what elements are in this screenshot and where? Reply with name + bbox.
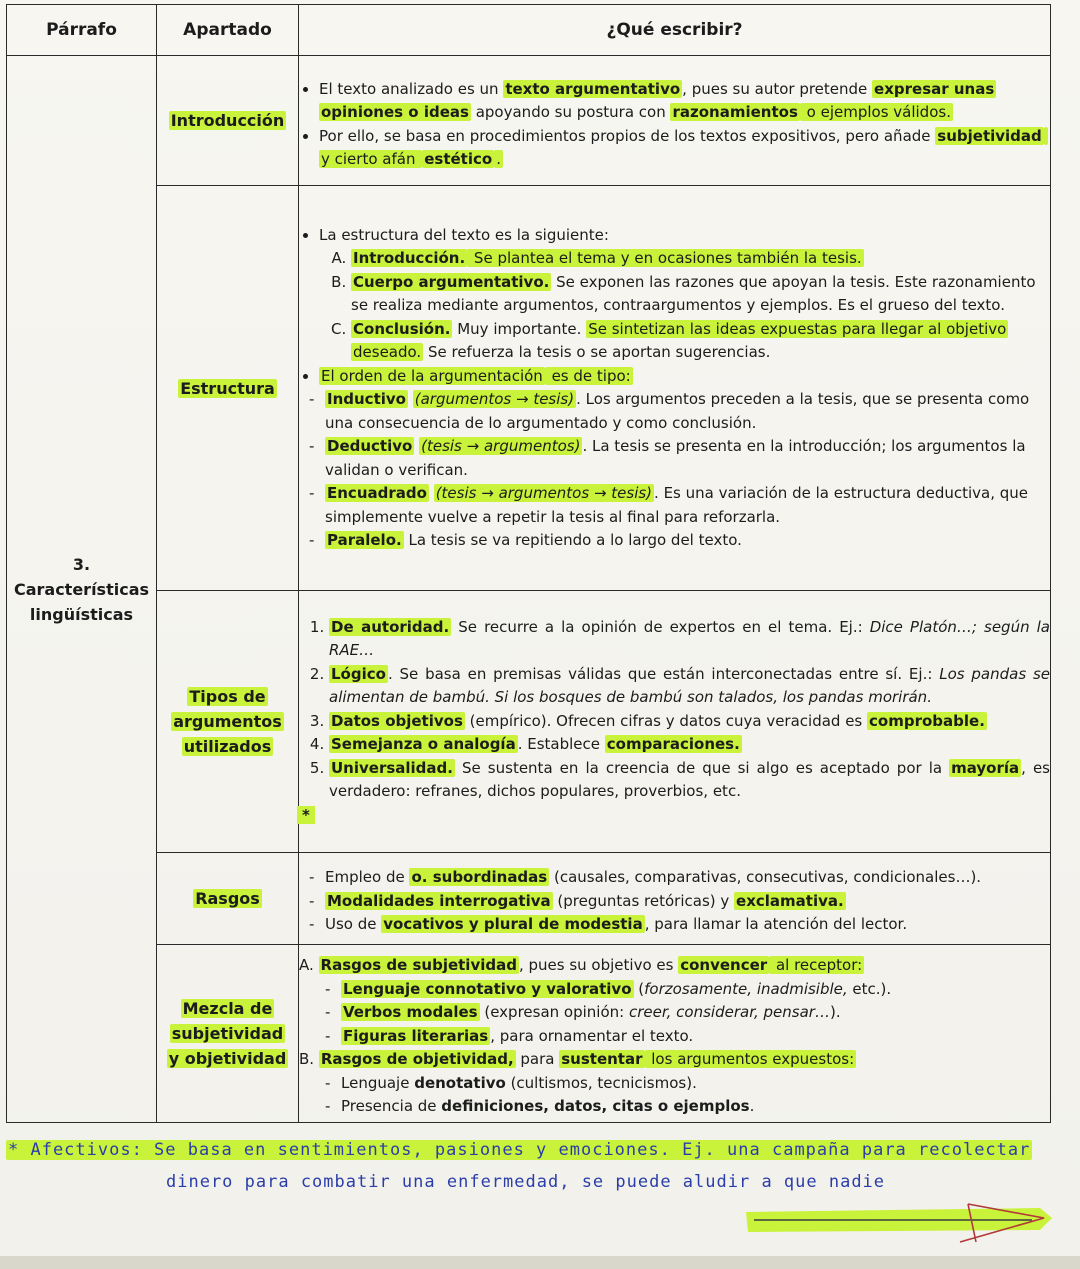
- subjetividad-list: [299, 978, 1050, 1049]
- content-mezcla: [299, 945, 1051, 1123]
- handwritten-note: [6, 1134, 1076, 1198]
- estructura-parts: [299, 247, 1050, 365]
- estructura-part-a: A. Introducción. Se plantea el tema y en ocasiones también la tesis.: [351, 247, 1050, 271]
- header-que-escribir: ¿Qué escribir?: [299, 5, 1051, 56]
- label-tipos-argumentos: Tipos de argumentos utilizados: [157, 591, 299, 853]
- rasgo-vocativos: - Uso de vocativos y plural de modestia , para llamar la atención del lector.: [325, 913, 1050, 937]
- orden-type-deductivo: - Deductivo (tesis → argumentos) . La tesis se presenta en la introducción; los argumentos la validan o verifican.: [325, 435, 1050, 482]
- rasgos-list: [299, 866, 1050, 937]
- paragraph-cell: [7, 56, 157, 1123]
- subjetividad-item-1: - Lenguaje connotativo y valorativo (forzosamente, inadmisible, etc.).: [341, 978, 1050, 1002]
- row-rasgos: [7, 853, 1051, 945]
- structure-table: [6, 4, 1051, 1123]
- subjetividad-item-2: - Verbos modales (expresan opinión: creer, considerar, pensar…).: [341, 1001, 1050, 1025]
- subjetividad-heading: A. Rasgos de subjetividad , pues su objetivo es convencer al receptor:: [299, 956, 863, 975]
- row-estructura: [7, 186, 1051, 591]
- highlight-texto-argumentativo: texto argumentativo: [505, 79, 681, 98]
- row-introduccion: [7, 56, 1051, 186]
- content-introduccion: [299, 56, 1051, 186]
- intro-bullet-2: • Por ello, se basa en procedimientos propios de los textos expositivos, pero añade subjetividad y cierto afán estético .: [319, 125, 1050, 172]
- argument-type-universalidad: 5. Universalidad. Se sustenta en la creencia de que si algo es aceptado por la mayoría , es verdadero: refranes, dichos populares, proverbios, etc.: [329, 757, 1050, 804]
- paragraph-title-line2: lingüísticas: [29, 604, 134, 624]
- argument-type-datos: 3. Datos objetivos (empírico). Ofrecen cifras y datos cuya veracidad es comprobable.: [329, 710, 1050, 734]
- content-estructura: [299, 186, 1051, 591]
- content-tipos-argumentos: [299, 591, 1051, 853]
- handwritten-note-line2: dinero para combatir una enfermedad, se puede aludir a que nadie: [166, 1172, 886, 1192]
- estructura-part-c: C. Conclusión. Muy importante. Se sintetizan las ideas expuestas para llegar al objetivo deseado. Se refuerza la tesis o se aportan sugerencias.: [351, 318, 1050, 365]
- argument-type-logico: 2. Lógico . Se basa en premisas válidas que están interconectadas entre sí. Ej.: Los pandas se alimentan de bambú. Si los bosques de bambú son talados, los pandas morirán.: [329, 663, 1050, 710]
- argument-types-list: [299, 616, 1050, 804]
- objetividad-list: [299, 1072, 1050, 1119]
- rasgo-modalidades: - Modalidades interrogativa (preguntas retóricas) y exclamativa.: [325, 890, 1050, 914]
- label-mezcla: Mezcla de subjetividad y objetividad: [157, 945, 299, 1123]
- objetividad-item-2: - Presencia de definiciones, datos, citas o ejemplos.: [341, 1095, 1050, 1119]
- objetividad-heading: B. Rasgos de objetividad, para sustentar los argumentos expuestos:: [299, 1050, 855, 1069]
- objetividad-item-1: - Lenguaje denotativo (cultismos, tecnicismos).: [341, 1072, 1050, 1096]
- highlight-expresar-opiniones: expresar unas opiniones o ideas: [321, 79, 995, 121]
- header-parrafo: Párrafo: [7, 5, 157, 56]
- asterisk-mark: *: [297, 806, 315, 824]
- estructura-part-b: B. Cuerpo argumentativo. Se exponen las razones que apoyan la tesis. Este razonamiento se realiza mediante argumentos, contraargumentos y ejemplos. Es el grueso del texto.: [351, 271, 1050, 318]
- argument-type-autoridad: 1. De autoridad. Se recurre a la opinión de expertos en el tema. Ej.: Dice Platón…; según la RAE…: [329, 616, 1050, 663]
- highlighted-arrow-doodle: [740, 1196, 1060, 1252]
- header-row: [7, 5, 1051, 56]
- estructura-orden: • El orden de la argumentación es de tipo:: [319, 365, 1050, 389]
- paragraph-title-line1: Características: [13, 579, 150, 599]
- row-tipos-argumentos: [7, 591, 1051, 853]
- label-introduccion: Introducción: [157, 56, 299, 186]
- label-estructura: Estructura: [157, 186, 299, 591]
- intro-bullet-1: • El texto analizado es un texto argumentativo , pues su autor pretende expresar unas opiniones o ideas apoyando su postura con razonamientos o ejemplos válidos.: [319, 78, 1050, 125]
- paragraph-number: 3.: [72, 554, 91, 574]
- rasgo-subordinadas: - Empleo de o. subordinadas (causales, comparativas, consecutivas, condicionales…).: [325, 866, 1050, 890]
- label-rasgos: Rasgos: [157, 853, 299, 945]
- header-apartado: Apartado: [157, 5, 299, 56]
- row-mezcla: [7, 945, 1051, 1123]
- estructura-intro: • La estructura del texto es la siguiente:: [319, 224, 1050, 248]
- argument-type-semejanza: 4. Semejanza o analogía . Establece comparaciones.: [329, 733, 1050, 757]
- subjetividad-item-3: - Figuras literarias , para ornamentar el texto.: [341, 1025, 1050, 1049]
- handwritten-note-line1: * Afectivos: Se basa en sentimientos, pasiones y emociones. Ej. una campaña para recolectar: [8, 1140, 1031, 1160]
- orden-types: [299, 388, 1050, 553]
- orden-type-encuadrado: - Encuadrado (tesis → argumentos → tesis) . Es una variación de la estructura deductiva, que simplemente vuelve a repetir la tesis al final para reforzarla.: [325, 482, 1050, 529]
- content-rasgos: [299, 853, 1051, 945]
- paper-bottom-edge: [0, 1256, 1080, 1269]
- orden-type-inductivo: - Inductivo (argumentos → tesis) . Los argumentos preceden a la tesis, que se presenta como una consecuencia de lo argumentado y como conclusión.: [325, 388, 1050, 435]
- orden-type-paralelo: - Paralelo. La tesis se va repitiendo a lo largo del texto.: [325, 529, 1050, 553]
